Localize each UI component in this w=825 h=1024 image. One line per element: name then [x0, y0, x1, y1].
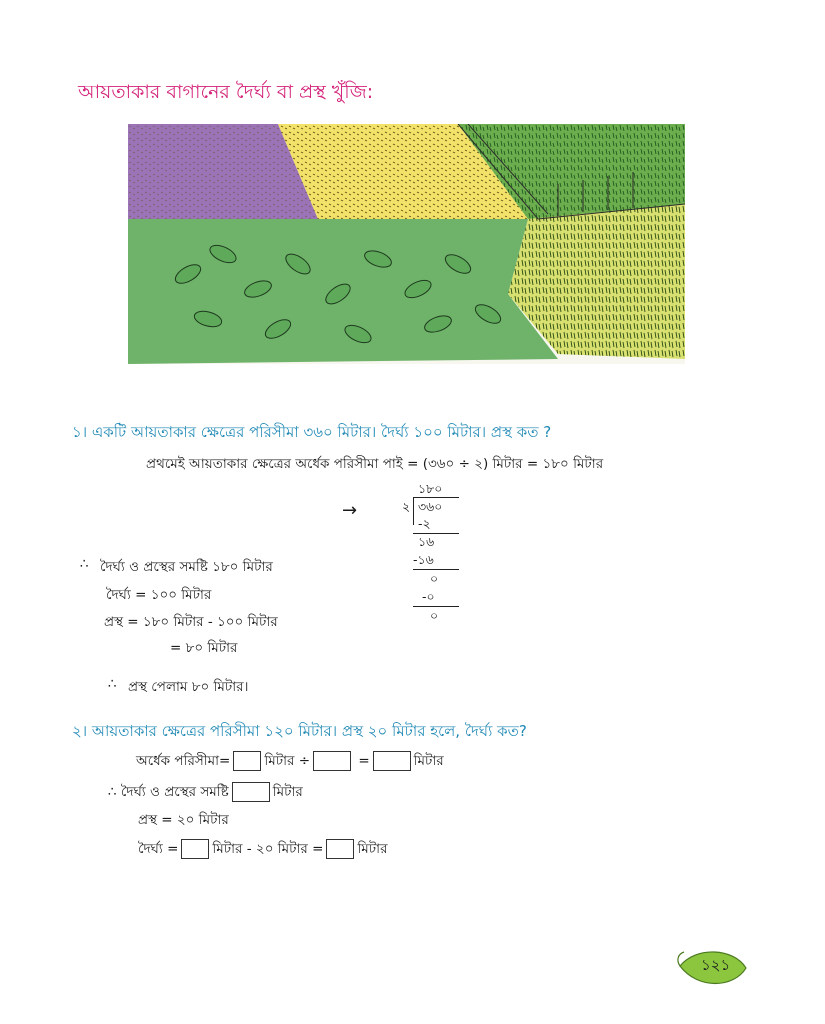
therefore-symbol-3: ∴ — [108, 784, 117, 800]
unit-label: মিটার — [264, 753, 295, 769]
division-dividend: ৩৬০ — [418, 499, 443, 514]
question-1: ১। একটি আয়তাকার ক্ষেত্রের পরিসীমা ৩৬০ মিটার। দৈর্ঘ্য ১০০ মিটার। প্রস্থ কত ? — [72, 423, 552, 441]
answer-box[interactable] — [313, 751, 351, 771]
q1-width-line: প্রস্থ = ১৮০ মিটার - ১০০ মিটার — [104, 614, 278, 630]
q2-length-row — [138, 838, 388, 861]
q2-sum-label: দৈর্ঘ্য ও প্রস্থের সমষ্টি — [120, 784, 229, 800]
therefore-symbol: ∴ — [80, 556, 89, 572]
q1-conclusion: প্রস্থ পেলাম ৮০ মিটার। — [128, 679, 249, 695]
division-step-1: -২ — [418, 516, 431, 531]
q1-sum-line: দৈর্ঘ্য ও প্রস্থের সমষ্টি ১৮০ মিটার — [100, 559, 273, 575]
answer-box[interactable] — [233, 751, 261, 771]
q2-half-label: অর্ধেক পরিসীমা= — [136, 753, 231, 769]
q1-width-result: = ৮০ মিটার — [170, 640, 238, 656]
arrow-right-icon: → — [342, 500, 358, 521]
therefore-symbol-2: ∴ — [108, 676, 117, 692]
question-2: ২। আয়তাকার ক্ষেত্রের পরিসীমা ১২০ মিটার। প্রস্থ ২০ মিটার হলে, দৈর্ঘ্য কত? — [72, 722, 527, 740]
q1-intro: প্রথমেই আয়তাকার ক্ষেত্রের অর্ধেক পরিসীমা পাই = (৩৬০ ÷ ২) মিটার = ১৮০ মিটার — [146, 456, 604, 472]
division-bar — [413, 497, 459, 498]
division-rule-3 — [413, 606, 459, 607]
garden-illustration — [128, 124, 685, 364]
division-step-6: ০ — [430, 608, 439, 623]
unit-label: মিটার — [413, 753, 444, 769]
unit-label: মিটার — [357, 841, 388, 857]
division-divisor: ২ — [402, 499, 411, 514]
page-number: ১২১ — [701, 956, 731, 974]
answer-box[interactable] — [326, 839, 354, 859]
q2-half-perimeter-row — [136, 750, 444, 773]
division-step-2: ১৬ — [418, 534, 435, 549]
division-bracket — [413, 497, 414, 525]
q2-sum-row — [108, 781, 303, 804]
q2-width-line: প্রস্থ = ২০ মিটার — [138, 812, 229, 828]
answer-box[interactable] — [181, 839, 209, 859]
division-quotient: ১৮০ — [418, 481, 443, 496]
answer-box[interactable] — [232, 782, 270, 802]
answer-box[interactable] — [373, 751, 411, 771]
q2-minus-part: মিটার - ২০ মিটার = — [212, 841, 324, 857]
q2-length-label: দৈর্ঘ্য = — [138, 841, 179, 857]
equals-sign: = — [358, 753, 370, 769]
division-step-3: -১৬ — [413, 552, 434, 567]
division-step-4: ০ — [430, 571, 439, 586]
q1-length-line: দৈর্ঘ্য = ১০০ মিটার — [106, 587, 212, 603]
page-title: আয়তাকার বাগানের দৈর্ঘ্য বা প্রস্থ খুঁজি: — [78, 81, 374, 103]
unit-label: মিটার — [272, 784, 303, 800]
division-rule-2 — [413, 569, 459, 570]
division-step-5: -০ — [422, 589, 435, 604]
divide-sign: ÷ — [298, 753, 311, 769]
